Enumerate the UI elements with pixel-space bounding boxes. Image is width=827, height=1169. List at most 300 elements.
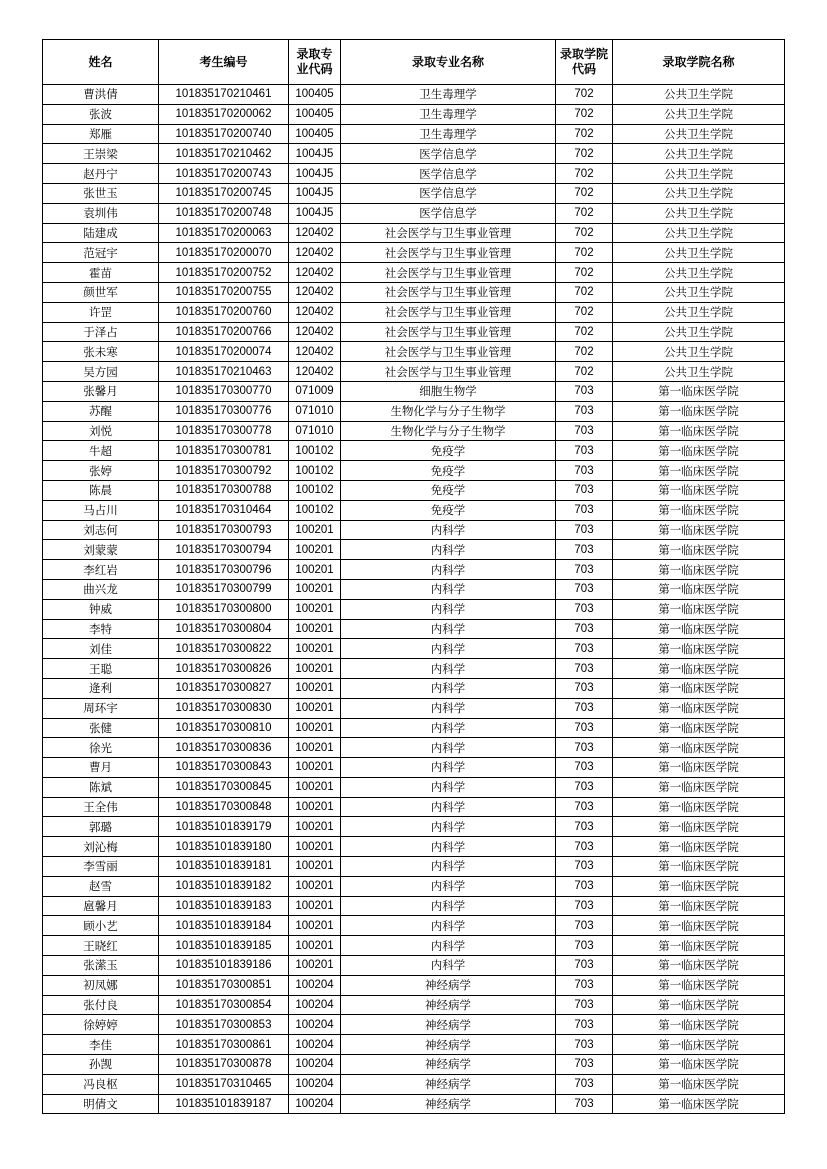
admission-table	[42, 39, 785, 1114]
cell-college-name: 公共卫生学院	[613, 263, 785, 283]
cell-candidate-id: 101835170300799	[159, 579, 289, 599]
cell-college-code: 703	[556, 1055, 613, 1075]
cell-college-name: 第一临床医学院	[613, 401, 785, 421]
cell-college-code: 703	[556, 896, 613, 916]
cell-name: 孙觊	[43, 1055, 159, 1075]
cell-major-code: 120402	[289, 302, 341, 322]
cell-college-code: 702	[556, 223, 613, 243]
header-college-code: 录取学院代码	[556, 40, 613, 85]
cell-candidate-id: 101835101839182	[159, 876, 289, 896]
cell-college-name: 公共卫生学院	[613, 282, 785, 302]
cell-major-code: 100201	[289, 520, 341, 540]
cell-college-code: 703	[556, 956, 613, 976]
header-major-code: 录取专业代码	[289, 40, 341, 85]
cell-candidate-id: 101835170300848	[159, 797, 289, 817]
cell-candidate-id: 101835170300836	[159, 738, 289, 758]
table-row	[43, 421, 785, 441]
table-row	[43, 461, 785, 481]
cell-major-name: 内科学	[341, 579, 556, 599]
cell-major-name: 内科学	[341, 619, 556, 639]
cell-major-code: 100204	[289, 1055, 341, 1075]
cell-candidate-id: 101835170200740	[159, 124, 289, 144]
cell-major-code: 120402	[289, 282, 341, 302]
cell-major-code: 120402	[289, 362, 341, 382]
cell-name: 李雪丽	[43, 857, 159, 877]
header-major-name: 录取专业名称	[341, 40, 556, 85]
cell-college-name: 公共卫生学院	[613, 164, 785, 184]
cell-major-name: 卫生毒理学	[341, 104, 556, 124]
cell-major-code: 071010	[289, 421, 341, 441]
cell-college-name: 第一临床医学院	[613, 500, 785, 520]
cell-major-code: 100201	[289, 738, 341, 758]
cell-college-name: 第一临床医学院	[613, 461, 785, 481]
cell-major-name: 内科学	[341, 540, 556, 560]
table-row	[43, 758, 785, 778]
cell-college-name: 公共卫生学院	[613, 342, 785, 362]
cell-college-code: 703	[556, 698, 613, 718]
cell-college-name: 公共卫生学院	[613, 203, 785, 223]
cell-major-code: 100201	[289, 876, 341, 896]
cell-major-name: 内科学	[341, 698, 556, 718]
cell-major-name: 神经病学	[341, 1015, 556, 1035]
cell-name: 徐婷婷	[43, 1015, 159, 1035]
cell-major-name: 社会医学与卫生事业管理	[341, 322, 556, 342]
cell-name: 张波	[43, 104, 159, 124]
cell-candidate-id: 101835170300810	[159, 718, 289, 738]
cell-major-name: 内科学	[341, 817, 556, 837]
cell-college-name: 第一临床医学院	[613, 599, 785, 619]
cell-candidate-id: 101835170300826	[159, 659, 289, 679]
cell-major-code: 100204	[289, 1035, 341, 1055]
cell-name: 陆建成	[43, 223, 159, 243]
table-row	[43, 322, 785, 342]
cell-college-code: 703	[556, 520, 613, 540]
cell-major-code: 100201	[289, 579, 341, 599]
cell-college-name: 公共卫生学院	[613, 85, 785, 105]
cell-candidate-id: 101835170300778	[159, 421, 289, 441]
cell-candidate-id: 101835170300854	[159, 995, 289, 1015]
cell-college-code: 703	[556, 837, 613, 857]
cell-major-name: 免疫学	[341, 500, 556, 520]
cell-college-code: 703	[556, 599, 613, 619]
cell-major-name: 内科学	[341, 599, 556, 619]
cell-candidate-id: 101835170300853	[159, 1015, 289, 1035]
table-row	[43, 579, 785, 599]
cell-major-name: 内科学	[341, 916, 556, 936]
cell-college-name: 公共卫生学院	[613, 124, 785, 144]
cell-candidate-id: 101835170300800	[159, 599, 289, 619]
cell-college-code: 702	[556, 322, 613, 342]
cell-name: 周环宇	[43, 698, 159, 718]
cell-candidate-id: 101835170300845	[159, 777, 289, 797]
cell-college-name: 第一临床医学院	[613, 718, 785, 738]
cell-major-name: 内科学	[341, 777, 556, 797]
cell-college-code: 703	[556, 777, 613, 797]
cell-college-code: 703	[556, 857, 613, 877]
cell-college-code: 703	[556, 738, 613, 758]
cell-major-name: 医学信息学	[341, 144, 556, 164]
table-row	[43, 956, 785, 976]
table-row	[43, 1035, 785, 1055]
cell-name: 王崇梁	[43, 144, 159, 164]
cell-major-code: 100204	[289, 1094, 341, 1114]
cell-college-name: 第一临床医学院	[613, 698, 785, 718]
cell-name: 顾小艺	[43, 916, 159, 936]
cell-major-code: 1004J5	[289, 183, 341, 203]
cell-major-name: 内科学	[341, 678, 556, 698]
cell-college-code: 703	[556, 421, 613, 441]
cell-candidate-id: 101835170300843	[159, 758, 289, 778]
cell-college-code: 703	[556, 876, 613, 896]
cell-name: 赵丹宁	[43, 164, 159, 184]
table-body	[43, 85, 785, 1114]
cell-major-code: 100201	[289, 758, 341, 778]
cell-name: 张未寒	[43, 342, 159, 362]
table-row	[43, 896, 785, 916]
cell-candidate-id: 101835170310464	[159, 500, 289, 520]
table-row	[43, 678, 785, 698]
cell-college-code: 703	[556, 678, 613, 698]
cell-college-name: 第一临床医学院	[613, 441, 785, 461]
cell-college-code: 702	[556, 144, 613, 164]
cell-college-code: 702	[556, 362, 613, 382]
cell-major-name: 内科学	[341, 738, 556, 758]
table-row	[43, 223, 785, 243]
cell-major-code: 100201	[289, 916, 341, 936]
cell-major-code: 1004J5	[289, 203, 341, 223]
cell-college-name: 公共卫生学院	[613, 302, 785, 322]
cell-major-code: 100201	[289, 837, 341, 857]
cell-college-name: 第一临床医学院	[613, 678, 785, 698]
cell-major-name: 生物化学与分子生物学	[341, 421, 556, 441]
table-row	[43, 164, 785, 184]
cell-college-name: 第一临床医学院	[613, 381, 785, 401]
cell-college-name: 第一临床医学院	[613, 896, 785, 916]
table-row	[43, 243, 785, 263]
cell-major-name: 内科学	[341, 659, 556, 679]
cell-name: 李佳	[43, 1035, 159, 1055]
cell-college-code: 703	[556, 639, 613, 659]
cell-major-code: 100204	[289, 1074, 341, 1094]
cell-college-name: 第一临床医学院	[613, 758, 785, 778]
cell-college-name: 公共卫生学院	[613, 144, 785, 164]
cell-candidate-id: 101835170300781	[159, 441, 289, 461]
cell-candidate-id: 101835170300861	[159, 1035, 289, 1055]
cell-candidate-id: 101835170300792	[159, 461, 289, 481]
table-row	[43, 738, 785, 758]
cell-college-name: 第一临床医学院	[613, 1055, 785, 1075]
cell-candidate-id: 101835170200766	[159, 322, 289, 342]
cell-college-name: 第一临床医学院	[613, 876, 785, 896]
table-row	[43, 104, 785, 124]
cell-college-code: 703	[556, 500, 613, 520]
cell-major-code: 100405	[289, 85, 341, 105]
table-row	[43, 837, 785, 857]
cell-major-code: 100204	[289, 995, 341, 1015]
cell-college-name: 第一临床医学院	[613, 995, 785, 1015]
table-row	[43, 540, 785, 560]
cell-college-name: 第一临床医学院	[613, 956, 785, 976]
cell-name: 张世玉	[43, 183, 159, 203]
table-row	[43, 85, 785, 105]
cell-major-name: 内科学	[341, 896, 556, 916]
cell-name: 刘佳	[43, 639, 159, 659]
table-row	[43, 203, 785, 223]
cell-major-name: 内科学	[341, 936, 556, 956]
header-candidate-id: 考生编号	[159, 40, 289, 85]
cell-name: 陈斌	[43, 777, 159, 797]
header-name: 姓名	[43, 40, 159, 85]
cell-major-name: 生物化学与分子生物学	[341, 401, 556, 421]
cell-name: 吴方园	[43, 362, 159, 382]
cell-major-name: 内科学	[341, 837, 556, 857]
cell-college-name: 第一临床医学院	[613, 560, 785, 580]
table-row	[43, 698, 785, 718]
cell-major-code: 100201	[289, 896, 341, 916]
table-row	[43, 263, 785, 283]
header-college-name: 录取学院名称	[613, 40, 785, 85]
cell-name: 郑雁	[43, 124, 159, 144]
cell-major-code: 100102	[289, 461, 341, 481]
cell-major-code: 100102	[289, 500, 341, 520]
cell-major-name: 神经病学	[341, 995, 556, 1015]
cell-college-code: 702	[556, 124, 613, 144]
cell-college-code: 703	[556, 441, 613, 461]
cell-name: 张潆玉	[43, 956, 159, 976]
cell-name: 张健	[43, 718, 159, 738]
cell-college-name: 第一临床医学院	[613, 916, 785, 936]
cell-major-name: 医学信息学	[341, 183, 556, 203]
cell-major-code: 100201	[289, 956, 341, 976]
cell-candidate-id: 101835170200062	[159, 104, 289, 124]
cell-college-code: 703	[556, 560, 613, 580]
cell-major-code: 071010	[289, 401, 341, 421]
cell-major-name: 神经病学	[341, 1094, 556, 1114]
cell-major-name: 社会医学与卫生事业管理	[341, 263, 556, 283]
cell-name: 刘悦	[43, 421, 159, 441]
cell-major-code: 100201	[289, 678, 341, 698]
cell-major-name: 内科学	[341, 857, 556, 877]
cell-major-name: 医学信息学	[341, 164, 556, 184]
cell-major-code: 120402	[289, 263, 341, 283]
cell-candidate-id: 101835101839187	[159, 1094, 289, 1114]
table-row	[43, 183, 785, 203]
cell-candidate-id: 101835101839184	[159, 916, 289, 936]
cell-name: 王晓红	[43, 936, 159, 956]
cell-college-name: 第一临床医学院	[613, 975, 785, 995]
cell-candidate-id: 101835170300788	[159, 480, 289, 500]
cell-major-code: 100405	[289, 104, 341, 124]
cell-candidate-id: 101835170200760	[159, 302, 289, 322]
table-row	[43, 639, 785, 659]
cell-college-code: 703	[556, 995, 613, 1015]
cell-college-code: 702	[556, 183, 613, 203]
cell-candidate-id: 101835170300822	[159, 639, 289, 659]
cell-college-code: 702	[556, 164, 613, 184]
cell-candidate-id: 101835170300804	[159, 619, 289, 639]
cell-name: 王聪	[43, 659, 159, 679]
cell-candidate-id: 101835101839185	[159, 936, 289, 956]
cell-college-name: 第一临床医学院	[613, 1074, 785, 1094]
table-row	[43, 975, 785, 995]
cell-college-code: 703	[556, 797, 613, 817]
cell-name: 徐光	[43, 738, 159, 758]
cell-major-code: 100405	[289, 124, 341, 144]
cell-candidate-id: 101835170300796	[159, 560, 289, 580]
cell-college-code: 703	[556, 401, 613, 421]
cell-college-code: 703	[556, 1015, 613, 1035]
cell-name: 郭璐	[43, 817, 159, 837]
cell-major-code: 100201	[289, 777, 341, 797]
cell-major-name: 细胞生物学	[341, 381, 556, 401]
cell-major-name: 内科学	[341, 876, 556, 896]
cell-major-code: 100201	[289, 698, 341, 718]
cell-college-code: 703	[556, 975, 613, 995]
cell-college-name: 公共卫生学院	[613, 243, 785, 263]
cell-major-name: 神经病学	[341, 1074, 556, 1094]
cell-candidate-id: 101835170210462	[159, 144, 289, 164]
cell-name: 刘蒙蒙	[43, 540, 159, 560]
cell-college-code: 703	[556, 1035, 613, 1055]
cell-major-code: 100204	[289, 975, 341, 995]
cell-candidate-id: 101835170200752	[159, 263, 289, 283]
cell-name: 曲兴龙	[43, 579, 159, 599]
cell-candidate-id: 101835170300794	[159, 540, 289, 560]
cell-college-name: 第一临床医学院	[613, 936, 785, 956]
cell-major-code: 100201	[289, 560, 341, 580]
cell-major-code: 071009	[289, 381, 341, 401]
cell-college-code: 703	[556, 579, 613, 599]
cell-college-code: 703	[556, 619, 613, 639]
table-row	[43, 401, 785, 421]
cell-candidate-id: 101835170300776	[159, 401, 289, 421]
cell-major-code: 120402	[289, 243, 341, 263]
cell-major-code: 100201	[289, 540, 341, 560]
cell-name: 牛超	[43, 441, 159, 461]
cell-major-code: 100201	[289, 936, 341, 956]
cell-college-code: 703	[556, 718, 613, 738]
cell-college-code: 703	[556, 758, 613, 778]
cell-major-code: 100102	[289, 480, 341, 500]
table-row	[43, 362, 785, 382]
table-row	[43, 659, 785, 679]
cell-college-name: 公共卫生学院	[613, 362, 785, 382]
cell-name: 曹洪倩	[43, 85, 159, 105]
cell-name: 刘志何	[43, 520, 159, 540]
cell-college-name: 第一临床医学院	[613, 1035, 785, 1055]
cell-college-name: 第一临床医学院	[613, 777, 785, 797]
cell-college-code: 703	[556, 817, 613, 837]
table-row	[43, 480, 785, 500]
cell-name: 张馨月	[43, 381, 159, 401]
cell-major-name: 免疫学	[341, 461, 556, 481]
cell-college-code: 703	[556, 936, 613, 956]
cell-name: 李红岩	[43, 560, 159, 580]
cell-college-code: 703	[556, 381, 613, 401]
cell-candidate-id: 101835170310465	[159, 1074, 289, 1094]
table-row	[43, 1015, 785, 1035]
cell-name: 刘沁梅	[43, 837, 159, 857]
cell-name: 扈馨月	[43, 896, 159, 916]
table-row	[43, 718, 785, 738]
table-row	[43, 560, 785, 580]
cell-college-code: 702	[556, 104, 613, 124]
cell-major-code: 100201	[289, 659, 341, 679]
cell-major-name: 内科学	[341, 758, 556, 778]
cell-college-code: 703	[556, 1074, 613, 1094]
cell-college-name: 第一临床医学院	[613, 520, 785, 540]
cell-candidate-id: 101835101839183	[159, 896, 289, 916]
cell-college-name: 公共卫生学院	[613, 322, 785, 342]
cell-major-name: 医学信息学	[341, 203, 556, 223]
cell-college-name: 第一临床医学院	[613, 659, 785, 679]
cell-college-name: 第一临床医学院	[613, 421, 785, 441]
cell-major-name: 社会医学与卫生事业管理	[341, 342, 556, 362]
table-row	[43, 777, 785, 797]
cell-major-name: 内科学	[341, 956, 556, 976]
cell-candidate-id: 101835170300851	[159, 975, 289, 995]
cell-major-name: 社会医学与卫生事业管理	[341, 282, 556, 302]
cell-college-code: 702	[556, 263, 613, 283]
cell-name: 初凤娜	[43, 975, 159, 995]
cell-major-name: 内科学	[341, 797, 556, 817]
cell-college-code: 703	[556, 461, 613, 481]
cell-major-name: 内科学	[341, 560, 556, 580]
cell-major-code: 120402	[289, 342, 341, 362]
cell-major-name: 社会医学与卫生事业管理	[341, 223, 556, 243]
cell-major-code: 100201	[289, 797, 341, 817]
cell-college-code: 703	[556, 1094, 613, 1114]
cell-college-name: 第一临床医学院	[613, 738, 785, 758]
cell-candidate-id: 101835101839180	[159, 837, 289, 857]
cell-name: 马占川	[43, 500, 159, 520]
cell-college-code: 702	[556, 342, 613, 362]
cell-name: 逄利	[43, 678, 159, 698]
table-row	[43, 1074, 785, 1094]
table-row	[43, 520, 785, 540]
cell-college-name: 第一临床医学院	[613, 540, 785, 560]
cell-college-name: 第一临床医学院	[613, 857, 785, 877]
cell-college-name: 第一临床医学院	[613, 619, 785, 639]
table-row	[43, 302, 785, 322]
table-header	[43, 40, 785, 85]
cell-major-code: 1004J5	[289, 144, 341, 164]
cell-candidate-id: 101835170210461	[159, 85, 289, 105]
cell-major-name: 神经病学	[341, 975, 556, 995]
cell-candidate-id: 101835101839181	[159, 857, 289, 877]
cell-candidate-id: 101835101839186	[159, 956, 289, 976]
cell-college-code: 702	[556, 85, 613, 105]
cell-candidate-id: 101835170200745	[159, 183, 289, 203]
cell-candidate-id: 101835170200070	[159, 243, 289, 263]
cell-candidate-id: 101835101839179	[159, 817, 289, 837]
cell-name: 霍苗	[43, 263, 159, 283]
cell-candidate-id: 101835170200755	[159, 282, 289, 302]
table-row	[43, 124, 785, 144]
cell-major-code: 100204	[289, 1015, 341, 1035]
table-row	[43, 619, 785, 639]
cell-name: 赵雪	[43, 876, 159, 896]
cell-college-code: 703	[556, 659, 613, 679]
cell-major-code: 120402	[289, 322, 341, 342]
cell-name: 颜世军	[43, 282, 159, 302]
cell-major-code: 100201	[289, 817, 341, 837]
cell-candidate-id: 101835170200074	[159, 342, 289, 362]
cell-major-name: 内科学	[341, 639, 556, 659]
cell-major-code: 100201	[289, 619, 341, 639]
cell-major-code: 100201	[289, 857, 341, 877]
cell-college-code: 702	[556, 203, 613, 223]
